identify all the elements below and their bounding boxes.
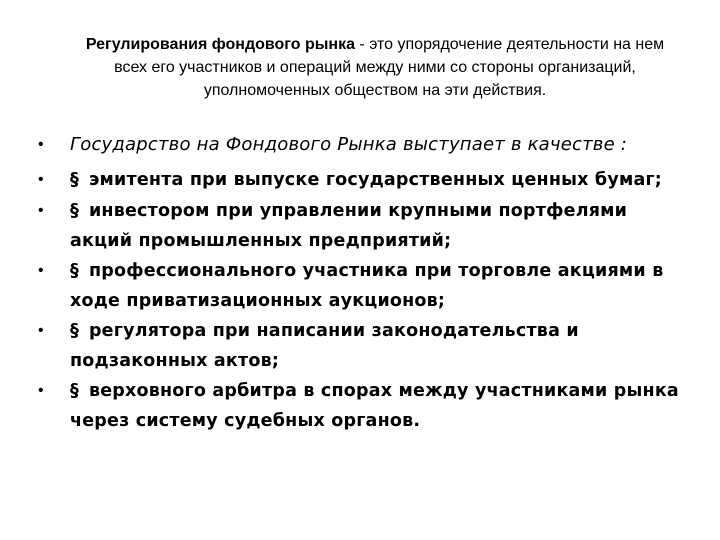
intro-term: Регулирования фондового рынка [85,36,360,53]
section-icon: § [70,381,79,401]
list-item-text [70,256,682,316]
list-item-label: профессионального участника при торговле акциями в ходе приватизационных аукционов; [70,261,664,311]
list-item-label: регулятора при написании законодательства и подзаконных актов; [70,321,579,371]
intro-paragraph [78,33,672,102]
list-item-label: эмитента при выпуске государственных ценных бумаг; [88,170,662,190]
section-icon: § [70,321,79,341]
section-icon: § [70,261,79,281]
bullet-icon: • [38,262,44,279]
bullet-icon: • [38,382,44,399]
list-item-text [70,196,682,256]
list-item-label: инвестором при управлении крупными портфелями акций промышленных предприятий; [70,201,628,251]
list-item-text [70,165,682,195]
section-icon: § [70,170,79,190]
bullet-icon: • [38,202,44,219]
section-icon: § [70,201,79,221]
bullet-icon: • [38,136,44,153]
bullet-icon: • [38,322,44,339]
intro-definition: - это упорядочение деятельности на нем всех его участников и операций между ними со стороны организаций, уполномоченных обществом на эти действия. [114,36,665,99]
bullet-icon: • [38,171,44,188]
list-item-text [70,376,682,436]
list-item-text [70,316,682,376]
lead-text: Государство на Фондового Рынка выступает в качестве : [70,134,628,155]
list-item-label: верховного арбитра в спорах между участниками рынка через систему судебных органов. [70,381,679,431]
